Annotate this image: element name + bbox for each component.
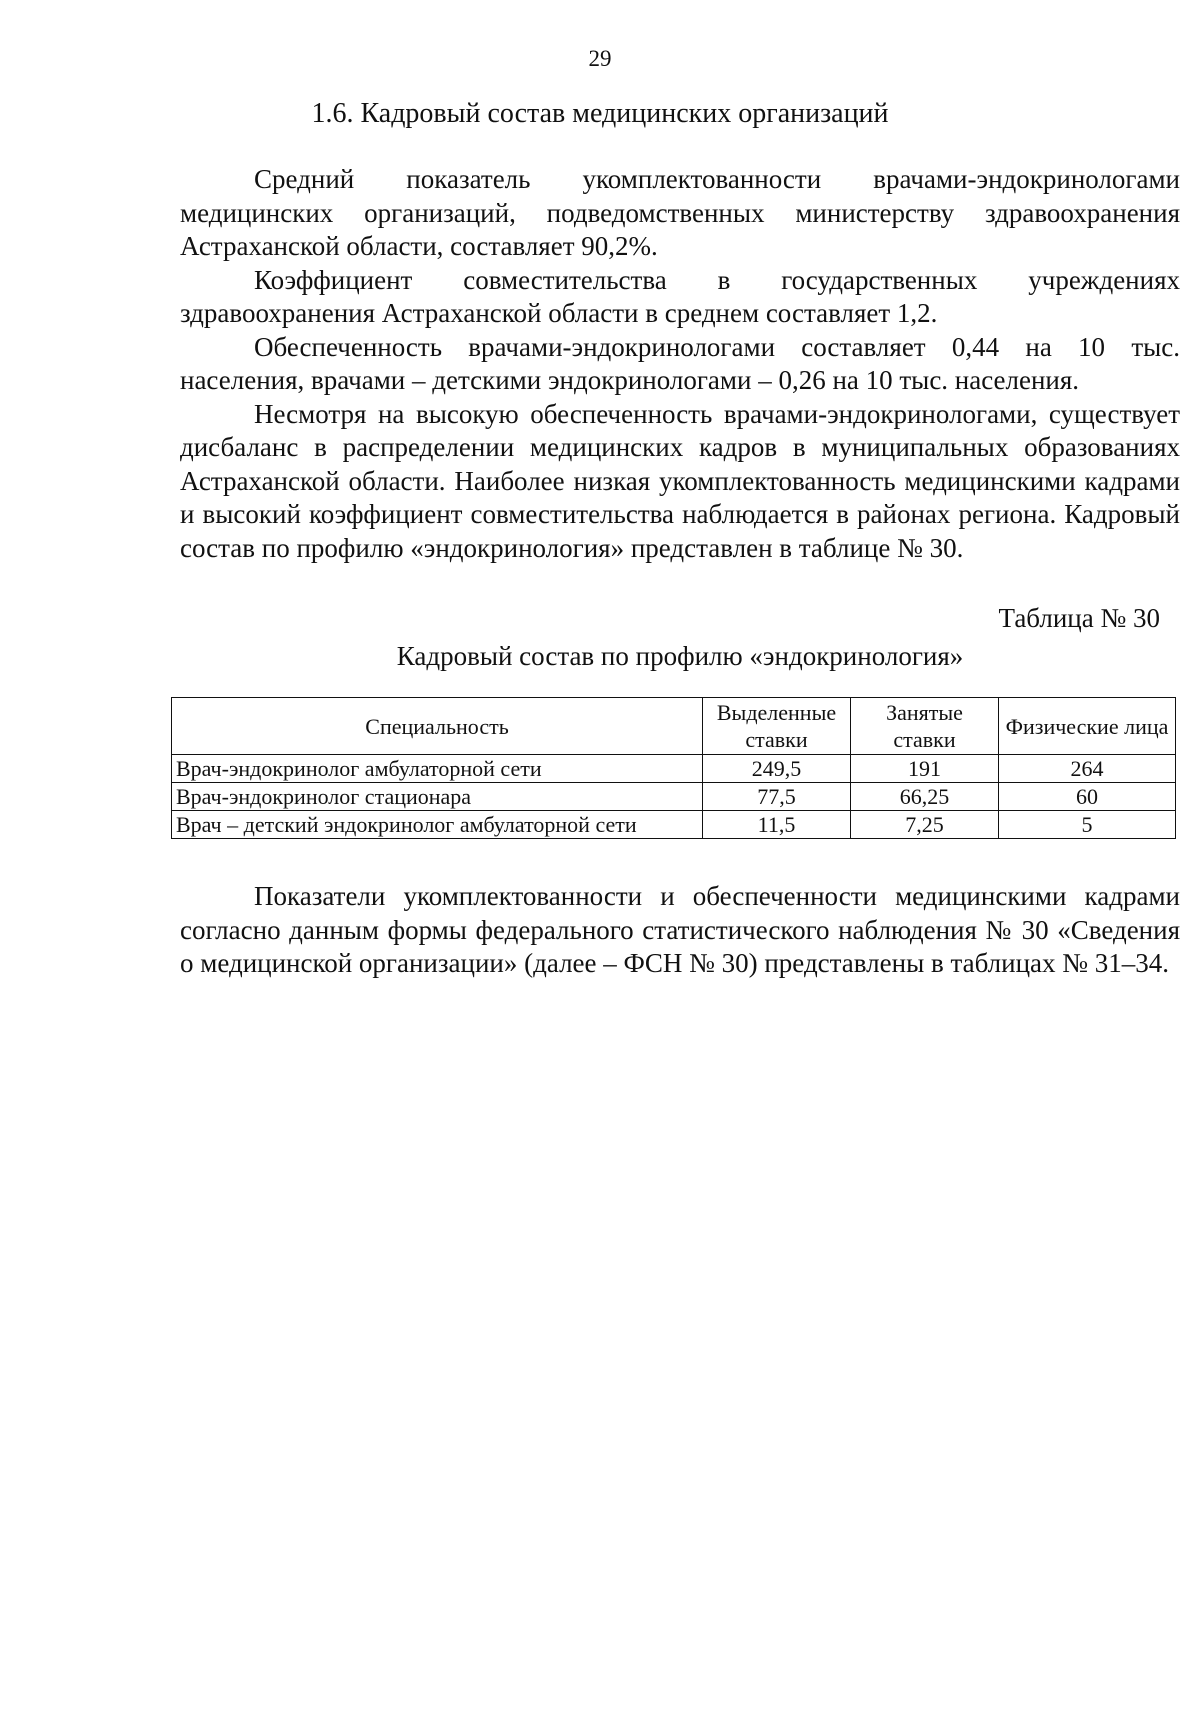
header-cell: Занятые ставки — [851, 698, 999, 755]
table-cell: 7,25 — [851, 811, 999, 839]
table-cell: 60 — [999, 783, 1176, 811]
header-cell: Выделенные ставки — [703, 698, 851, 755]
table-cell: 264 — [999, 755, 1176, 783]
table-row — [172, 811, 1176, 839]
table-cell: Врач – детский эндокринолог амбулаторной сети — [172, 811, 703, 839]
table-cell: 5 — [999, 811, 1176, 839]
table-title: Кадровый состав по профилю «эндокринология» — [396, 641, 964, 671]
staffing-table — [171, 697, 1176, 839]
page-number: 29 — [588, 46, 612, 71]
table-row — [172, 783, 1176, 811]
section-heading: 1.6. Кадровый состав медицинских организаций — [311, 98, 889, 129]
paragraph: Обеспеченность врачами-эндокринологами составляет 0,44 на 10 тыс. населения, врачами – детскими эндокринологами – 0,26 на 10 тыс. населения. — [180, 331, 1180, 395]
header-cell: Специальность — [172, 698, 703, 755]
header-cell: Физические лица — [999, 698, 1176, 755]
paragraph: Средний показатель укомплектованности врачами-эндокринологами медицинских организаций, подведомственных министерству здравоохранения Астраханской области, составляет 90,2%. — [180, 164, 1180, 261]
table-header-row — [172, 698, 1176, 755]
paragraph: Коэффициент совместительства в государственных учреждениях здравоохранения Астраханской области в среднем составляет 1,2. — [180, 264, 1180, 328]
table-cell: 66,25 — [851, 783, 999, 811]
table-number: Таблица № 30 — [998, 603, 1160, 633]
table-cell: 191 — [851, 755, 999, 783]
table-cell: 11,5 — [703, 811, 851, 839]
body-text-closing — [180, 880, 1180, 981]
table-cell: 249,5 — [703, 755, 851, 783]
paragraph: Несмотря на высокую обеспеченность врачами-эндокринологами, существует дисбаланс в распределении медицинских кадров в муниципальных образованиях Астраханской области. Наиболее низкая укомплектованность медицинскими кадрами и высокий коэффициент совместительства наблюдается в районах региона. Кадровый состав по профилю «эндокринология» представлен в таблице № 30. — [180, 398, 1180, 563]
body-text — [180, 163, 1180, 565]
table-cell: 77,5 — [703, 783, 851, 811]
table-cell: Врач-эндокринолог стационара — [172, 783, 703, 811]
paragraph: Показатели укомплектованности и обеспеченности медицинскими кадрами согласно данным формы федерального статистического наблюдения № 30 «Сведения о медицинской организации» (далее – ФСН № 30) представлены в таблицах № 31–34. — [180, 881, 1180, 978]
table-row — [172, 755, 1176, 783]
table-cell: Врач-эндокринолог амбулаторной сети — [172, 755, 703, 783]
